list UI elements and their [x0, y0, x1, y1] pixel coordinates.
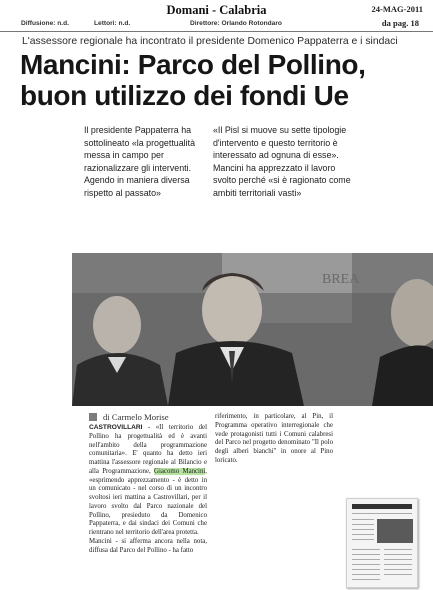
body-text-a: - «Il territorio del Pollino ha progettualità ed è avanti nell'ambito della programmazione comunitaria». E' quanto ha detto ieri mattina l'assessore regionale al Bilancio e alla Programmazione,: [89, 424, 207, 475]
article-headline: Mancini: Parco del Pollino, buon utilizzo dei fondi Ue: [20, 49, 366, 111]
thumbnail-line: [352, 524, 374, 525]
thumbnail-line: [352, 569, 380, 570]
thumbnail-line: [384, 554, 412, 555]
highlighted-name: Giacomo Mancini: [154, 467, 206, 475]
thumbnail-line: [352, 513, 412, 514]
thumbnail-line: [352, 549, 380, 550]
thumbnail-line: [384, 549, 412, 550]
thumbnail-line: [352, 579, 380, 580]
body-column-1: [89, 424, 207, 555]
body-text-b: , «esprimendo apprezzamento - è detto in un comunicato - nel corso di un incontro svoltosi ieri mattina a Castrovillari, per il lavoro svolto dal Parco nazionale del Pollino, presieduto da Domenico Pappaterra, e dai sindaci dei Comuni che rientrano nel territorio dell'area protetta.: [89, 467, 208, 536]
lettori-label: Lettori: n.d.: [94, 20, 131, 27]
thumbnail-line: [352, 519, 374, 520]
clipping-header: [0, 0, 433, 33]
thumbnail-line: [352, 554, 380, 555]
thumbnail-line: [352, 564, 380, 565]
diffusione-label: Diffusione: n.d.: [21, 20, 69, 27]
square-bullet-icon: [89, 413, 97, 421]
dateline: CASTROVILLARI: [89, 424, 143, 431]
pull-quote-left: Il presidente Pappaterra ha sottolineato «la progettualità messa in campo per razionalizzare gli interventi. Agendo in maniera diversa rispetto al passato»: [84, 125, 196, 198]
page-reference: da pag. 18: [381, 18, 419, 28]
thumbnail-line: [384, 574, 412, 575]
body-paragraph-3: riferimento, in particolare, al Pin, il Programma operativo interregionale che vede protagonisti tutti i Comuni calabresi del Parco nel progetto denominato "Il polo degli alberi bianchi" in onore al Pino loricato.: [215, 413, 333, 464]
publication-title: Domani - Calabria: [166, 3, 267, 17]
article-photo: [72, 253, 433, 406]
thumbnail-line: [384, 569, 412, 570]
direttore-label: Direttore: Orlando Rotondaro: [190, 20, 282, 27]
thumbnail-photo: [377, 519, 413, 543]
body-paragraph-1: [89, 424, 207, 538]
thumbnail-line: [352, 534, 374, 535]
publication-date: 24-MAG-2011: [371, 4, 423, 14]
thumbnail-title-bar: [352, 504, 412, 509]
thumbnail-line: [352, 529, 374, 530]
thumbnail-line: [352, 539, 374, 540]
thumbnail-line: [384, 559, 412, 560]
body-column-2: [215, 413, 333, 466]
article-kicker: L'assessore regionale ha incontrato il presidente Domenico Pappaterra e i sindaci: [22, 36, 398, 47]
article-byline: [89, 412, 169, 422]
thumbnail-line: [352, 559, 380, 560]
byline-text: di Carmelo Morise: [103, 412, 169, 422]
thumbnail-line: [384, 564, 412, 565]
pull-quote-right: «Il Pisl si muove su sette tipologie d'intervento e questo territorio è interessato ad ognuna di esse». Mancini ha apprezzato il lavoro svolto perché «si è ragionato come ambiti territoriali vasti»: [213, 125, 351, 198]
photo-illustration: [72, 253, 433, 406]
svg-text:BREA: BREA: [322, 272, 360, 287]
header-divider: [0, 31, 433, 32]
thumbnail-line: [352, 574, 380, 575]
page-thumbnail: [346, 498, 418, 588]
body-paragraph-2: Mancini - si afferma ancora nella nota, diffusa dal Parco del Pollino - ha fatto: [89, 537, 207, 554]
